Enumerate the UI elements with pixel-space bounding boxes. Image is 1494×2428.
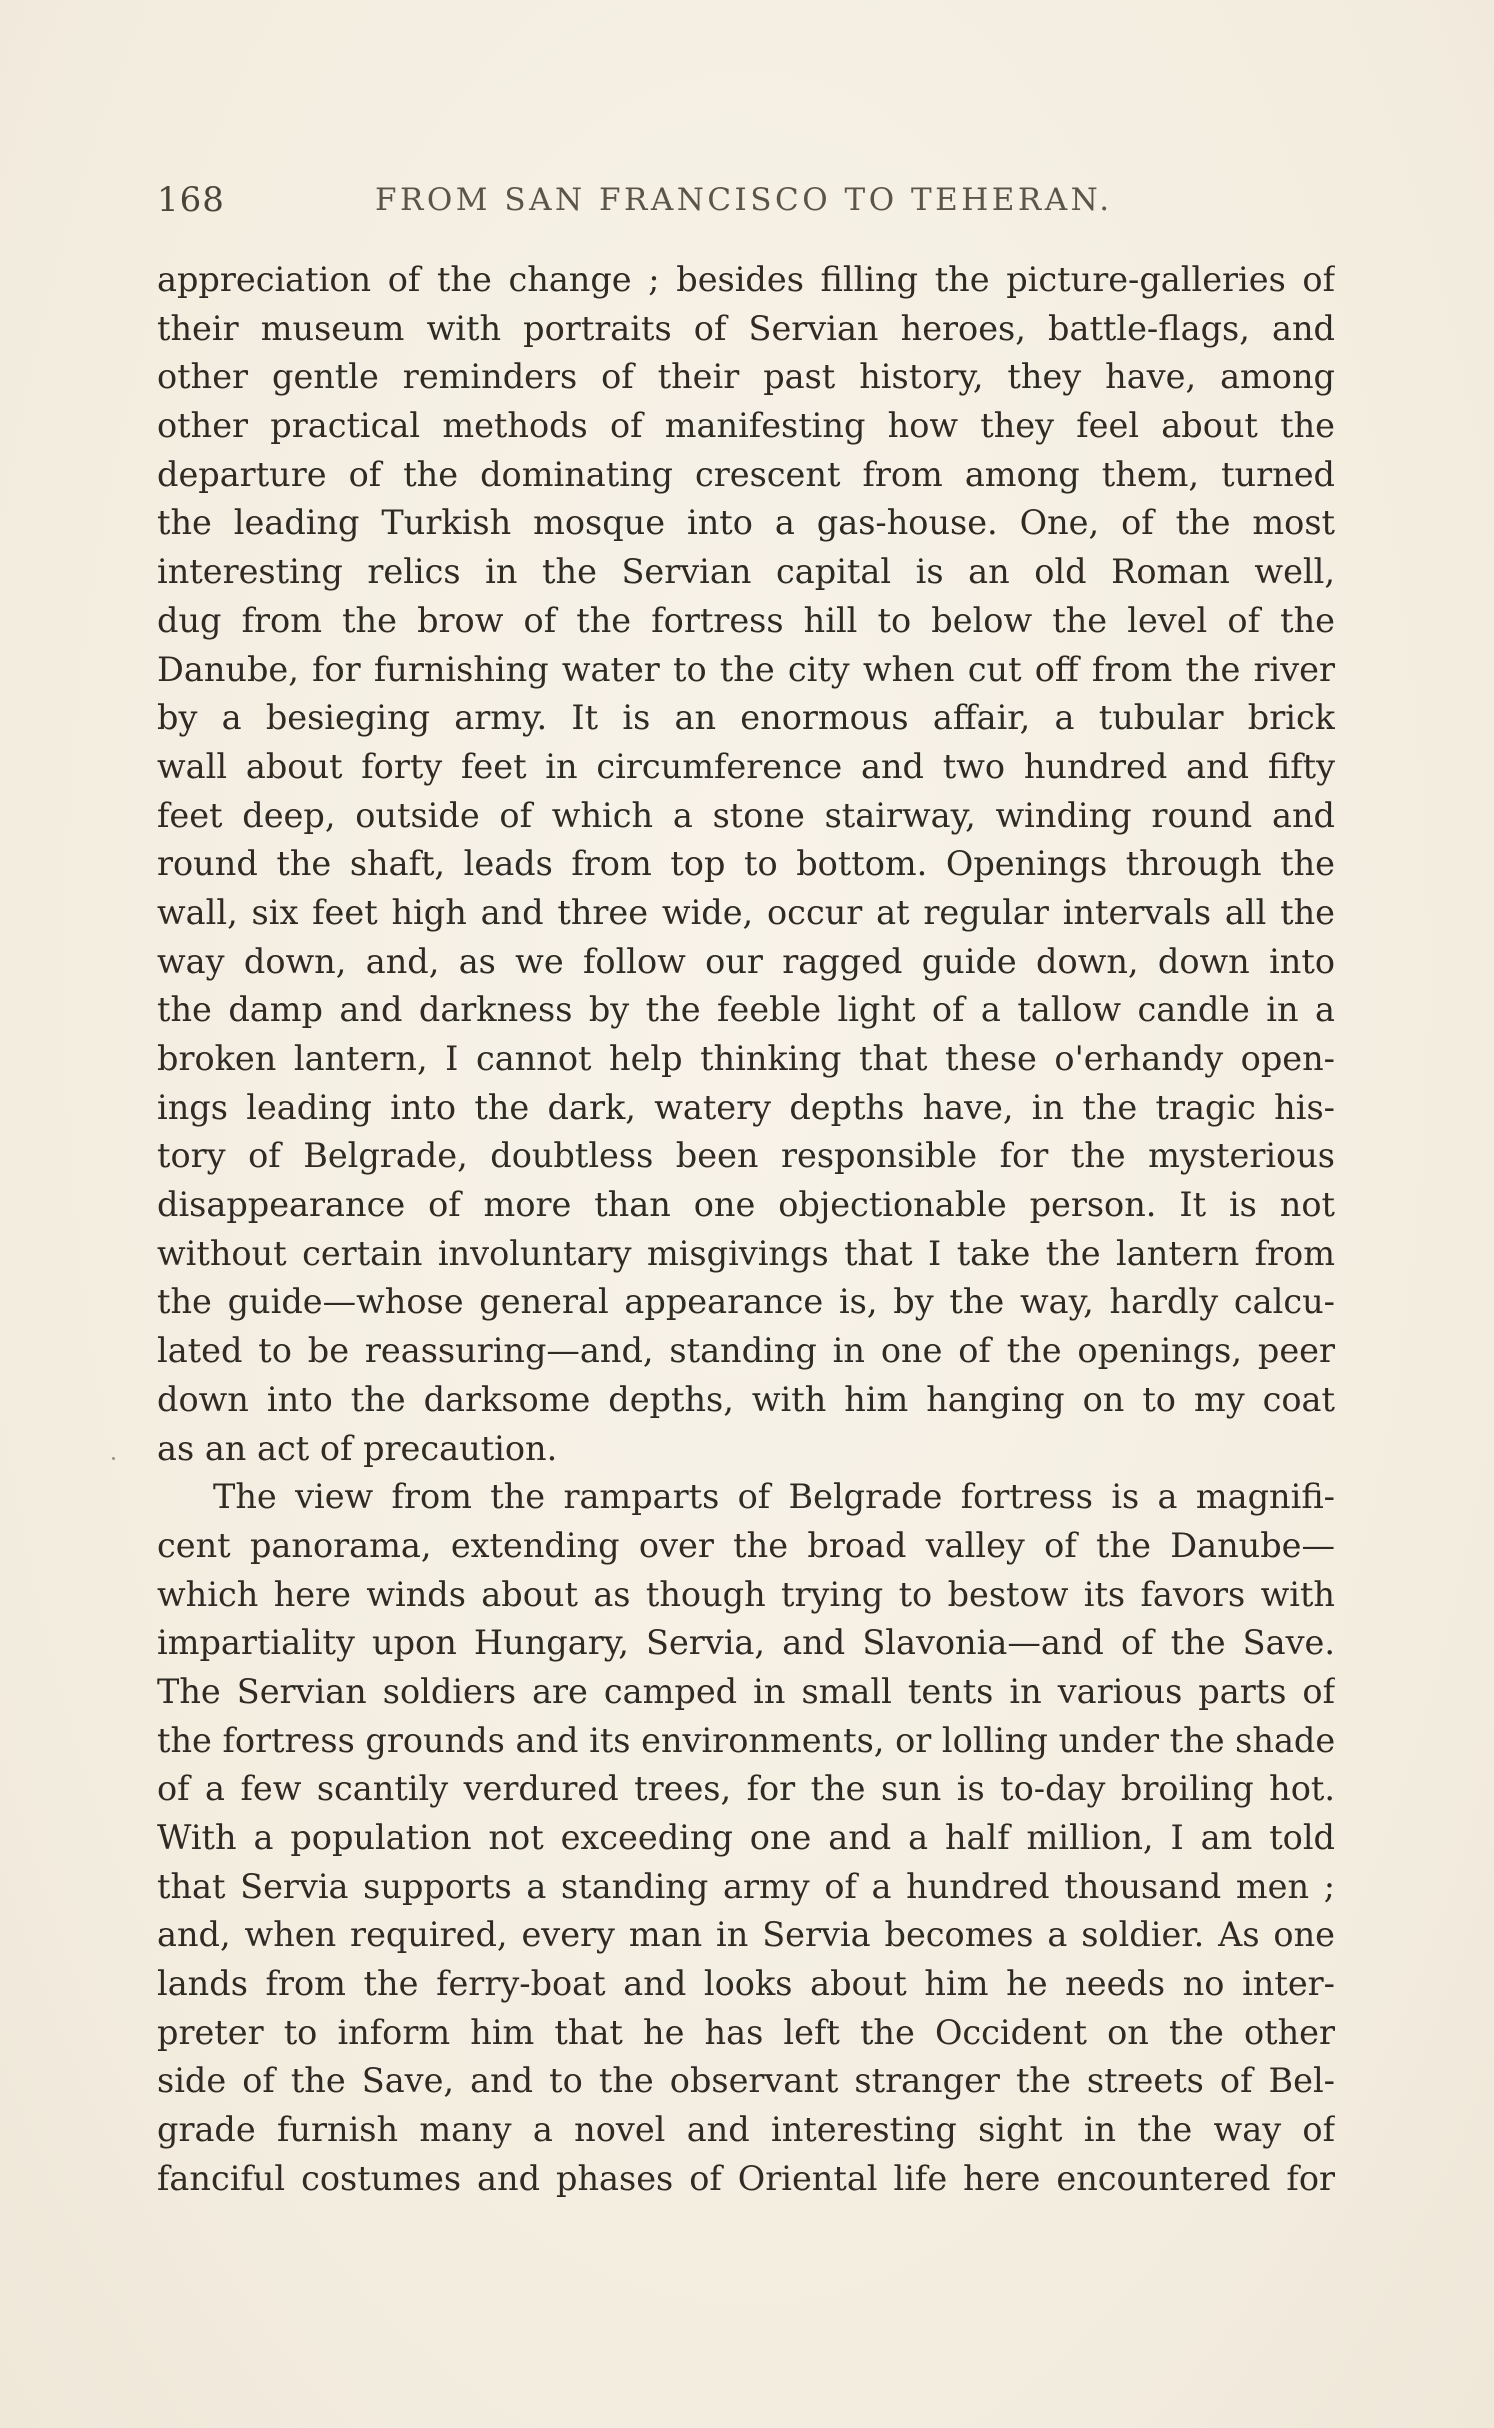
text-line: which here winds about as though trying to bestow its favors with — [157, 1574, 1335, 1614]
text-line: fanciful costumes and phases of Oriental life here encountered for — [157, 2158, 1335, 2198]
running-title: FROM SAN FRANCISCO TO TEHERAN. — [375, 182, 1113, 218]
text-line: ings leading into the dark, watery depths have, in the tragic his- — [157, 1087, 1335, 1127]
running-head — [157, 180, 1335, 224]
text-line: impartiality upon Hungary, Servia, and Slavonia—and of the Save. — [157, 1623, 1335, 1663]
text-line: wall about forty feet in circumference and two hundred and fifty — [157, 746, 1335, 786]
text-line: their museum with portraits of Servian heroes, battle-flags, and — [157, 308, 1335, 348]
text-line: round the shaft, leads from top to bottom. Openings through the — [157, 844, 1335, 884]
margin-speck — [112, 1457, 115, 1460]
text-line: of a few scantily verdured trees, for the sun is to-day broiling hot. — [157, 1769, 1335, 1809]
text-line: The Servian soldiers are camped in small tents in various parts of — [157, 1671, 1335, 1711]
text-line: departure of the dominating crescent from among them, turned — [157, 454, 1335, 494]
text-line: lated to be reassuring—and, standing in one of the openings, peer — [157, 1331, 1335, 1371]
text-line: other practical methods of manifesting how they feel about the — [157, 406, 1335, 446]
text-line: side of the Save, and to the observant stranger the streets of Bel- — [157, 2061, 1335, 2101]
text-line: lands from the ferry-boat and looks about him he needs no inter- — [157, 1964, 1335, 2004]
text-line: tory of Belgrade, doubtless been responsible for the mysterious — [157, 1136, 1335, 1176]
text-line: grade furnish many a novel and interesting sight in the way of — [157, 2110, 1335, 2150]
text-line: The view from the ramparts of Belgrade fortress is a magnifi- — [213, 1477, 1335, 1517]
text-line: preter to inform him that he has left the Occident on the other — [157, 2012, 1335, 2052]
text-line: other gentle reminders of their past history, they have, among — [157, 357, 1335, 397]
text-line: feet deep, outside of which a stone stairway, winding round and — [157, 795, 1335, 835]
paragraph-2 — [157, 1473, 1335, 2203]
text-line: that Servia supports a standing army of a hundred thousand men ; — [157, 1866, 1335, 1906]
text-line: as an act of precaution. — [157, 1428, 558, 1468]
text-line: without certain involuntary misgivings that I take the lantern from — [157, 1233, 1335, 1273]
text-line: down into the darksome depths, with him hanging on to my coat — [157, 1379, 1335, 1419]
text-line: by a besieging army. It is an enormous affair, a tubular brick — [157, 698, 1335, 738]
text-line: the damp and darkness by the feeble light of a tallow candle in a — [157, 990, 1335, 1030]
text-line: the leading Turkish mosque into a gas-house. One, of the most — [157, 503, 1335, 543]
page-number: 168 — [157, 180, 225, 220]
text-line: Danube, for furnishing water to the city when cut off from the river — [157, 649, 1335, 689]
text-line: broken lantern, I cannot help thinking that these o'erhandy open- — [157, 1039, 1335, 1078]
text-line: dug from the brow of the fortress hill to below the level of the — [157, 600, 1335, 640]
text-line: With a population not exceeding one and a half million, I am told — [157, 1818, 1335, 1857]
paragraph-1 — [157, 256, 1335, 1473]
text-line: way down, and, as we follow our ragged guide down, down into — [157, 941, 1335, 981]
text-line: appreciation of the change ; besides filling the picture-galleries of — [157, 260, 1335, 299]
text-line: disappearance of more than one objectionable person. It is not — [157, 1185, 1335, 1225]
text-line: and, when required, every man in Servia becomes a soldier. As one — [157, 1915, 1335, 1955]
body-text — [157, 256, 1335, 2204]
text-line: the guide—whose general appearance is, by the way, hardly calcu- — [157, 1282, 1335, 1322]
text-line: wall, six feet high and three wide, occur at regular intervals all the — [157, 892, 1335, 932]
text-line: interesting relics in the Servian capital is an old Roman well, — [157, 552, 1335, 592]
text-line: cent panorama, extending over the broad valley of the Danube— — [157, 1525, 1335, 1565]
text-line: the fortress grounds and its environments, or lolling under the shade — [157, 1720, 1335, 1760]
